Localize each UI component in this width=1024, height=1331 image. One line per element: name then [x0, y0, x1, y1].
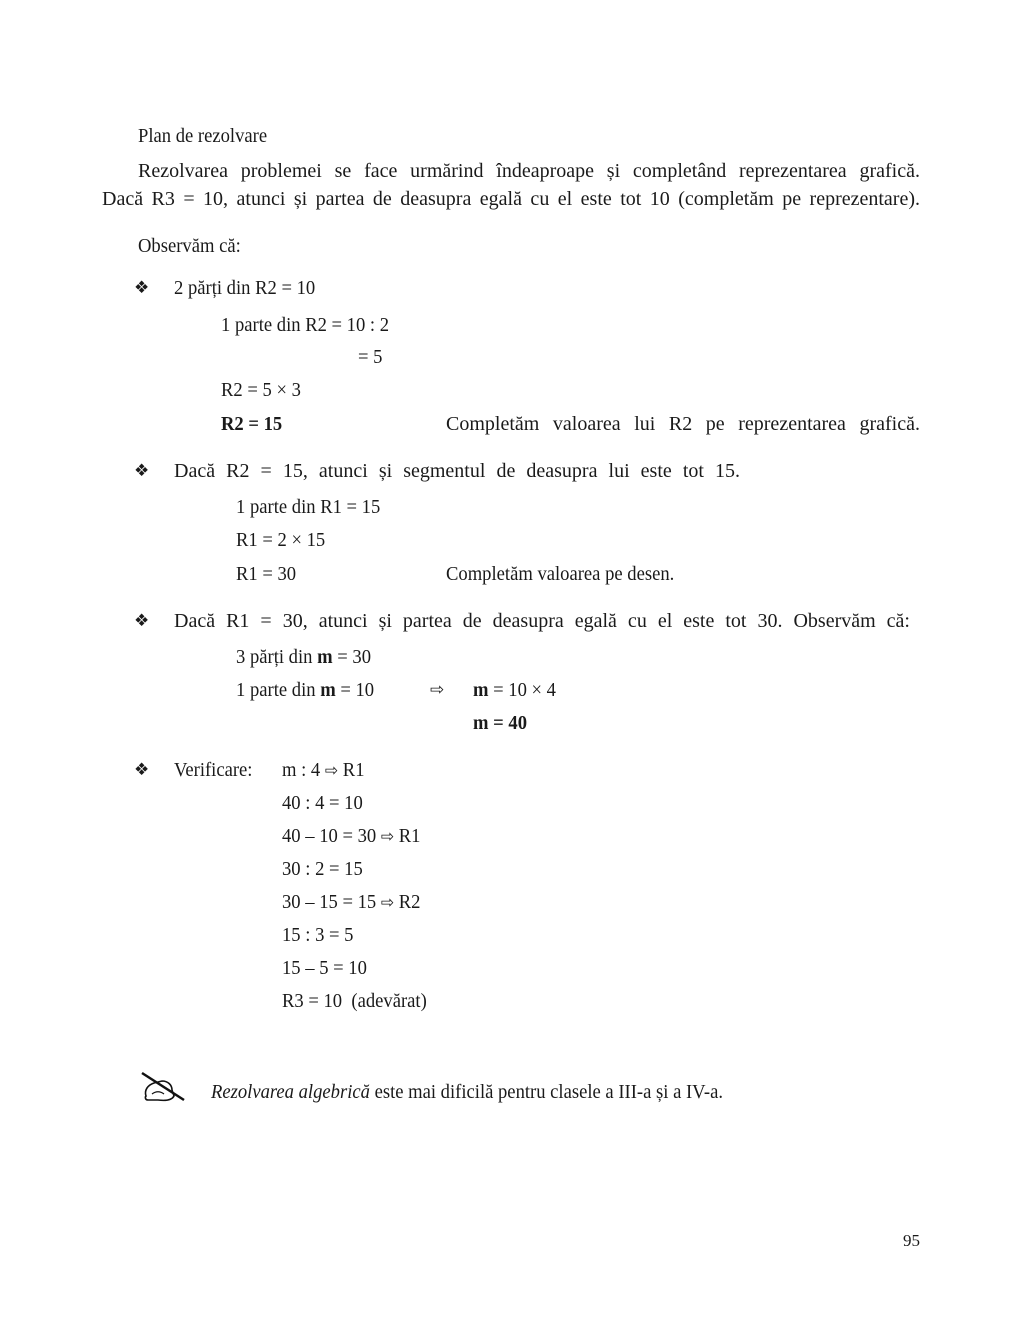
- section-title: Plan de rezolvare: [138, 125, 268, 147]
- arrow-icon: ⇨: [324, 761, 339, 781]
- text: m : 4: [282, 759, 321, 781]
- var-m: m: [317, 646, 333, 668]
- bullet-icon: ❖: [134, 461, 150, 480]
- step2-note: Completăm valoarea pe desen.: [446, 563, 675, 585]
- text: 1 parte din: [236, 679, 321, 701]
- text: = 10: [335, 679, 375, 701]
- text: 3 părți din: [236, 646, 318, 668]
- note-text: [211, 1080, 723, 1104]
- text: = 30: [332, 646, 372, 668]
- step3-head: Dacă R1 = 30, atunci și partea de deasupra egală cu el este tot 30. Observăm că:: [174, 610, 910, 632]
- step2-line2: R1 = 2 × 15: [236, 529, 326, 551]
- text: 40 – 10 = 30: [282, 825, 377, 847]
- check-line5: 15 : 3 = 5: [282, 924, 354, 946]
- check-line7: R3 = 10 (adevărat): [282, 990, 427, 1012]
- step1-line2: = 5: [358, 346, 383, 368]
- check-line4: [282, 890, 420, 915]
- note-italic: Rezolvarea algebrică: [211, 1081, 370, 1103]
- step1-result: R2 = 15: [221, 413, 283, 435]
- bullet-icon: ❖: [134, 278, 150, 297]
- step3-result: m = 40: [473, 712, 527, 734]
- text: R1: [398, 825, 421, 847]
- check-line3: 30 : 2 = 15: [282, 858, 363, 880]
- step3-line2-right: [473, 678, 556, 702]
- step1-head: 2 părți din R2 = 10: [174, 277, 316, 299]
- step3-line2: [236, 678, 374, 702]
- check-line1: 40 : 4 = 10: [282, 792, 363, 814]
- check-line0: [282, 758, 365, 783]
- text: = 10 × 4: [488, 679, 556, 701]
- var-m: m: [473, 679, 489, 701]
- note-rest: este mai dificilă pentru clasele a III-a și a IV-a.: [369, 1081, 723, 1103]
- text: 30 – 15 = 15: [282, 891, 377, 913]
- step1-note: Completăm valoarea lui R2 pe reprezentarea grafică.: [446, 413, 920, 435]
- intro-line-2: Dacă R3 = 10, atunci și partea de deasupra egală cu el este tot 10 (completăm pe reprezentare).: [102, 188, 920, 210]
- text: R2: [398, 891, 421, 913]
- arrow-icon: ⇨: [430, 680, 445, 700]
- writing-hand-icon: [138, 1070, 188, 1104]
- check-line2: [282, 824, 420, 849]
- bullet-icon: ❖: [134, 760, 150, 779]
- page-number: 95: [903, 1231, 920, 1250]
- check-line6: 15 – 5 = 10: [282, 957, 367, 979]
- step3-line1: [236, 645, 371, 669]
- step2-head: Dacă R2 = 15, atunci și segmentul de deasupra lui este tot 15.: [174, 460, 740, 482]
- observe-text: Observăm că:: [138, 235, 241, 257]
- intro-line-1: Rezolvarea problemei se face urmărind îndeaproape și completând reprezentarea grafică.: [138, 160, 920, 182]
- step1-line3: R2 = 5 × 3: [221, 379, 301, 401]
- check-label: Verificare:: [174, 759, 253, 781]
- arrow-icon: ⇨: [380, 827, 395, 847]
- text: R1: [342, 759, 365, 781]
- var-m: m: [320, 679, 336, 701]
- arrow-icon: ⇨: [380, 893, 395, 913]
- step2-line3: R1 = 30: [236, 563, 297, 585]
- step2-line1: 1 parte din R1 = 15: [236, 496, 381, 518]
- step1-line1: 1 parte din R2 = 10 : 2: [221, 314, 390, 336]
- bullet-icon: ❖: [134, 611, 150, 630]
